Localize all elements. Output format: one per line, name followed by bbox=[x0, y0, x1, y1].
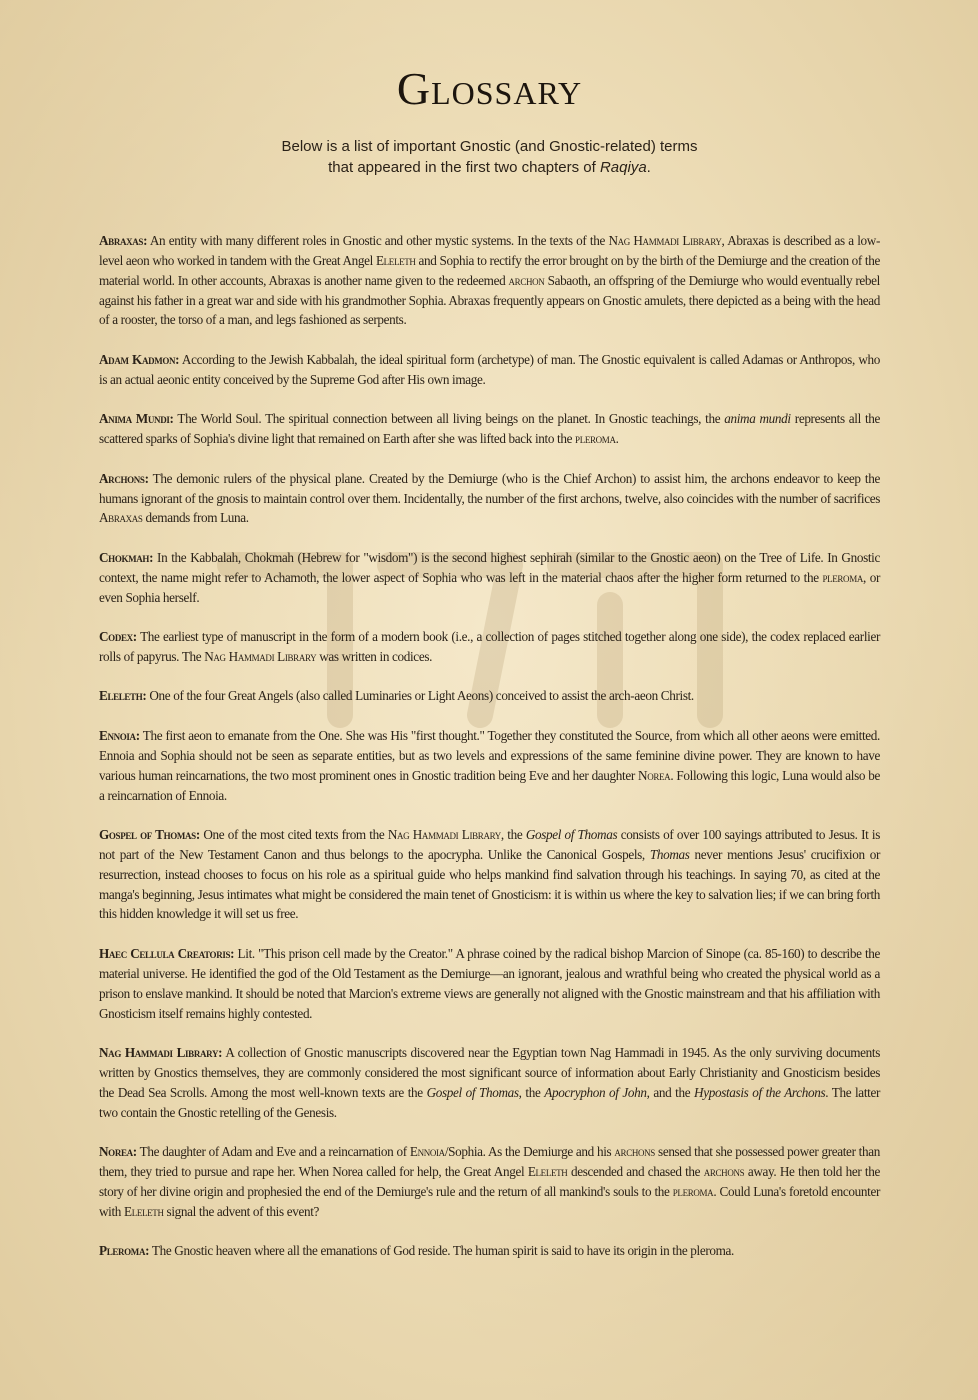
definition-text: away. He then told her the story of her divine origin and prophesied the end of the Demiurge's rule and the return of all mankind's souls to the bbox=[99, 1163, 880, 1199]
definition-text: sensed that she possessed power greater than them, they tried to pursue and rape her. When Norea called for help, the Great Angel bbox=[99, 1144, 880, 1179]
definition-text: . bbox=[615, 431, 619, 447]
glossary-entry bbox=[99, 231, 880, 330]
definition-text: signal the advent of this event? bbox=[163, 1203, 320, 1219]
small-caps-reference: archons bbox=[703, 1163, 745, 1179]
intro-text bbox=[99, 136, 880, 178]
intro-line-2-suffix: . bbox=[646, 159, 651, 176]
intro-line-1: Below is a list of important Gnostic (and Gnostic-related) terms bbox=[281, 138, 698, 155]
glossary-entry bbox=[99, 726, 880, 805]
glossary-term: Nag Hammadi Library: bbox=[99, 1045, 223, 1061]
glossary-entry bbox=[99, 686, 880, 706]
definition-text: In the Kabbalah, Chokmah (Hebrew for "wisdom") is the second highest sephirah (similar to the Gnostic aeon) on the Tree of Life. In Gnostic context, the name might refer to Achamoth, the lower aspect of Sophia who was left in the material chaos after the higher form returned to the bbox=[99, 549, 880, 585]
glossary-entry bbox=[99, 409, 880, 449]
glossary-term: Archons: bbox=[99, 470, 149, 486]
definition-text: One of the four Great Angels (also called Luminaries or Light Aeons) conceived to assist the arch-aeon Christ. bbox=[146, 688, 694, 704]
definition-text: One of the most cited texts from the bbox=[199, 827, 388, 843]
small-caps-reference: Abraxas bbox=[99, 510, 143, 526]
definition-text: . Following this logic, Luna would also be a reincarnation of Ennoia. bbox=[99, 767, 881, 803]
glossary-entry bbox=[99, 944, 880, 1023]
italic-text: Gospel of Thomas bbox=[525, 827, 618, 843]
definition-text: demands from Luna. bbox=[142, 510, 249, 526]
small-caps-reference: Eleleth bbox=[124, 1203, 164, 1219]
small-caps-reference: pleroma bbox=[575, 431, 616, 447]
small-caps-reference: Eleleth bbox=[527, 1163, 568, 1179]
glossary-term: Haec Cellula Creatoris: bbox=[99, 945, 235, 961]
glossary-term: Gospel of Thomas: bbox=[99, 827, 200, 843]
small-caps-reference: Eleleth bbox=[375, 252, 416, 268]
glossary-term: Anima Mundi: bbox=[99, 411, 174, 427]
small-caps-reference: archons bbox=[614, 1144, 655, 1160]
definition-text: A collection of Gnostic manuscripts discovered near the Egyptian town Nag Hammadi in 1945. As the only surviving documents written by Gnostics themselves, they are commonly considered the most significant source of information about Early Christianity and Gnosticism besides the Dead Sea Scrolls. Among the most well-known texts are the bbox=[99, 1045, 880, 1100]
glossary-entry bbox=[99, 1142, 880, 1221]
italic-text: Hypostasis of the Archons bbox=[694, 1084, 826, 1100]
glossary-term: Abraxas: bbox=[99, 233, 148, 248]
intro-line-2-prefix: that appeared in the first two chapters of bbox=[328, 159, 600, 176]
definition-text: . Could Luna's foretold encounter with bbox=[99, 1183, 880, 1219]
italic-text: Gospel of Thomas bbox=[426, 1084, 519, 1100]
definition-text: The demonic rulers of the physical plane. Created by the Demiurge (who is the Chief Archon) to assist him, the archons endeavor to keep the humans ignorant of the gnosis to maintain control over them. Incidentally, the number of the first archons, twelve, also coincides with the number of sacrifices bbox=[99, 470, 880, 506]
glossary-term: Chokmah: bbox=[99, 549, 154, 565]
small-caps-reference: Ennoia bbox=[409, 1144, 445, 1160]
page-title: Glossary bbox=[396, 63, 583, 114]
italic-text: Apocryphon of John bbox=[544, 1084, 647, 1100]
small-caps-reference: pleroma bbox=[822, 569, 864, 585]
glossary-entry bbox=[99, 825, 880, 924]
definition-text: and Sophia to rectify the error brought on by the birth of the Demiurge and the creation of the material world. In other accounts, Abraxas is another name given to the redeemed bbox=[99, 252, 880, 288]
glossary-entries bbox=[99, 231, 880, 1281]
definition-text: , Abraxas is described as a low-level aeon who worked in tandem with the Great Angel bbox=[99, 233, 880, 268]
glossary-term: Pleroma: bbox=[99, 1243, 150, 1259]
definition-text: /Sophia. As the Demiurge and his bbox=[444, 1144, 615, 1160]
small-caps-reference: Norea bbox=[638, 767, 671, 783]
definition-text: . The latter two contain the Gnostic retelling of the Genesis. bbox=[99, 1084, 880, 1120]
definition-text: , and the bbox=[646, 1084, 695, 1100]
definition-text: was written in codices. bbox=[316, 648, 433, 664]
intro-book-title: Raqiya bbox=[599, 159, 647, 176]
glossary-entry bbox=[99, 627, 880, 667]
definition-text: According to the Jewish Kabbalah, the ideal spiritual form (archetype) of man. The Gnostic equivalent is called Adamas or Anthropos, who is an actual aeonic entity conceived by the Supreme God after His own image. bbox=[99, 351, 880, 387]
definition-text: descended and chased the bbox=[567, 1163, 704, 1179]
definition-text: Lit. "This prison cell made by the Creator." A phrase coined by the radical bishop Marcion of Sinope (ca. 85-160) to describe the material universe. He identified the god of the Old Testament as the Demiurge—an ignorant, jealous and wrathful being who created the physical world as a prison to enslave mankind. It should be noted that Marcion's extreme views are generally not aligned with the Gnostic mainstream and that his affiliation with Gnosticism itself remains highly contested. bbox=[99, 945, 881, 1021]
italic-text: Thomas bbox=[649, 846, 690, 862]
glossary-entry bbox=[99, 1241, 880, 1261]
intro-line-2 bbox=[99, 157, 880, 178]
definition-text: The Gnostic heaven where all the emanations of God reside. The human spirit is said to have its origin in the pleroma. bbox=[149, 1243, 735, 1259]
definition-text: represents all the scattered sparks of Sophia's divine light that remained on Earth after she was lifted back into the bbox=[99, 411, 881, 447]
glossary-entry bbox=[99, 548, 880, 608]
glossary-term: Ennoia: bbox=[99, 728, 140, 743]
definition-text: , the bbox=[500, 827, 526, 843]
glossary-entry bbox=[99, 1043, 880, 1122]
definition-text: The first aeon to emanate from the One. She was His "first thought." Together they constituted the Source, from which all other aeons were emitted. Ennoia and Sophia should not be seen as separate entities, but as two levels and expressions of the same feminine divine power. They are known to have various human reincarnations, the two most prominent ones in Gnostic tradition being Eve and her daughter bbox=[99, 728, 880, 783]
glossary-term: Eleleth: bbox=[99, 688, 147, 704]
glossary-term: Norea: bbox=[99, 1144, 137, 1160]
small-caps-reference: pleroma bbox=[672, 1183, 714, 1199]
definition-text: , the bbox=[518, 1084, 545, 1100]
definition-text: Sabaoth, an offspring of the Demiurge who would eventually rebel against his father in a great war and side with his grandmother Sophia. Abraxas frequently appears on Gnostic amulets, there depicted as a being with the head of a rooster, the torso of a man, and legs fashioned as serpents. bbox=[99, 272, 880, 328]
small-caps-reference: Nag Hammadi Library bbox=[387, 827, 501, 843]
definition-text: , or even Sophia herself. bbox=[99, 569, 880, 605]
definition-text: The daughter of Adam and Eve and a reincarnation of bbox=[136, 1144, 410, 1160]
definition-text: never mentions Jesus' crucifixion or resurrection, instead chooses to focus on his role as a spiritual guide who helps mankind find salvation through his teachings. In saying 70, as cited at the manga's beginning, Jesus intimates what might be considered the main tenet of Gnosticism: it is within us where the key to salvation lies; if we can bring forth this hidden knowledge it will set us free. bbox=[99, 846, 880, 922]
definition-text: consists of over 100 sayings attributed to Jesus. It is not part of the New Testament Canon and thus belongs to the apocrypha. Unlike the Canonical Gospels, bbox=[99, 827, 880, 862]
small-caps-reference: Nag Hammadi Library bbox=[608, 233, 722, 248]
small-caps-reference: archon bbox=[508, 272, 545, 288]
glossary-term: Codex: bbox=[99, 629, 137, 645]
glossary-entry bbox=[99, 350, 880, 390]
definition-text: The World Soul. The spiritual connection between all living beings on the planet. In Gnostic teachings, the bbox=[173, 411, 725, 427]
glossary-term: Adam Kadmon: bbox=[99, 351, 180, 367]
definition-text: An entity with many different roles in Gnostic and other mystic systems. In the texts of the bbox=[147, 233, 609, 248]
italic-text: anima mundi bbox=[724, 411, 791, 427]
definition-text: The earliest type of manuscript in the form of a modern book (i.e., a collection of pages stitched together along one side), the codex replaced earlier rolls of papyrus. The bbox=[99, 629, 880, 664]
small-caps-reference: Nag Hammadi Library bbox=[204, 648, 317, 664]
glossary-entry bbox=[99, 469, 880, 529]
